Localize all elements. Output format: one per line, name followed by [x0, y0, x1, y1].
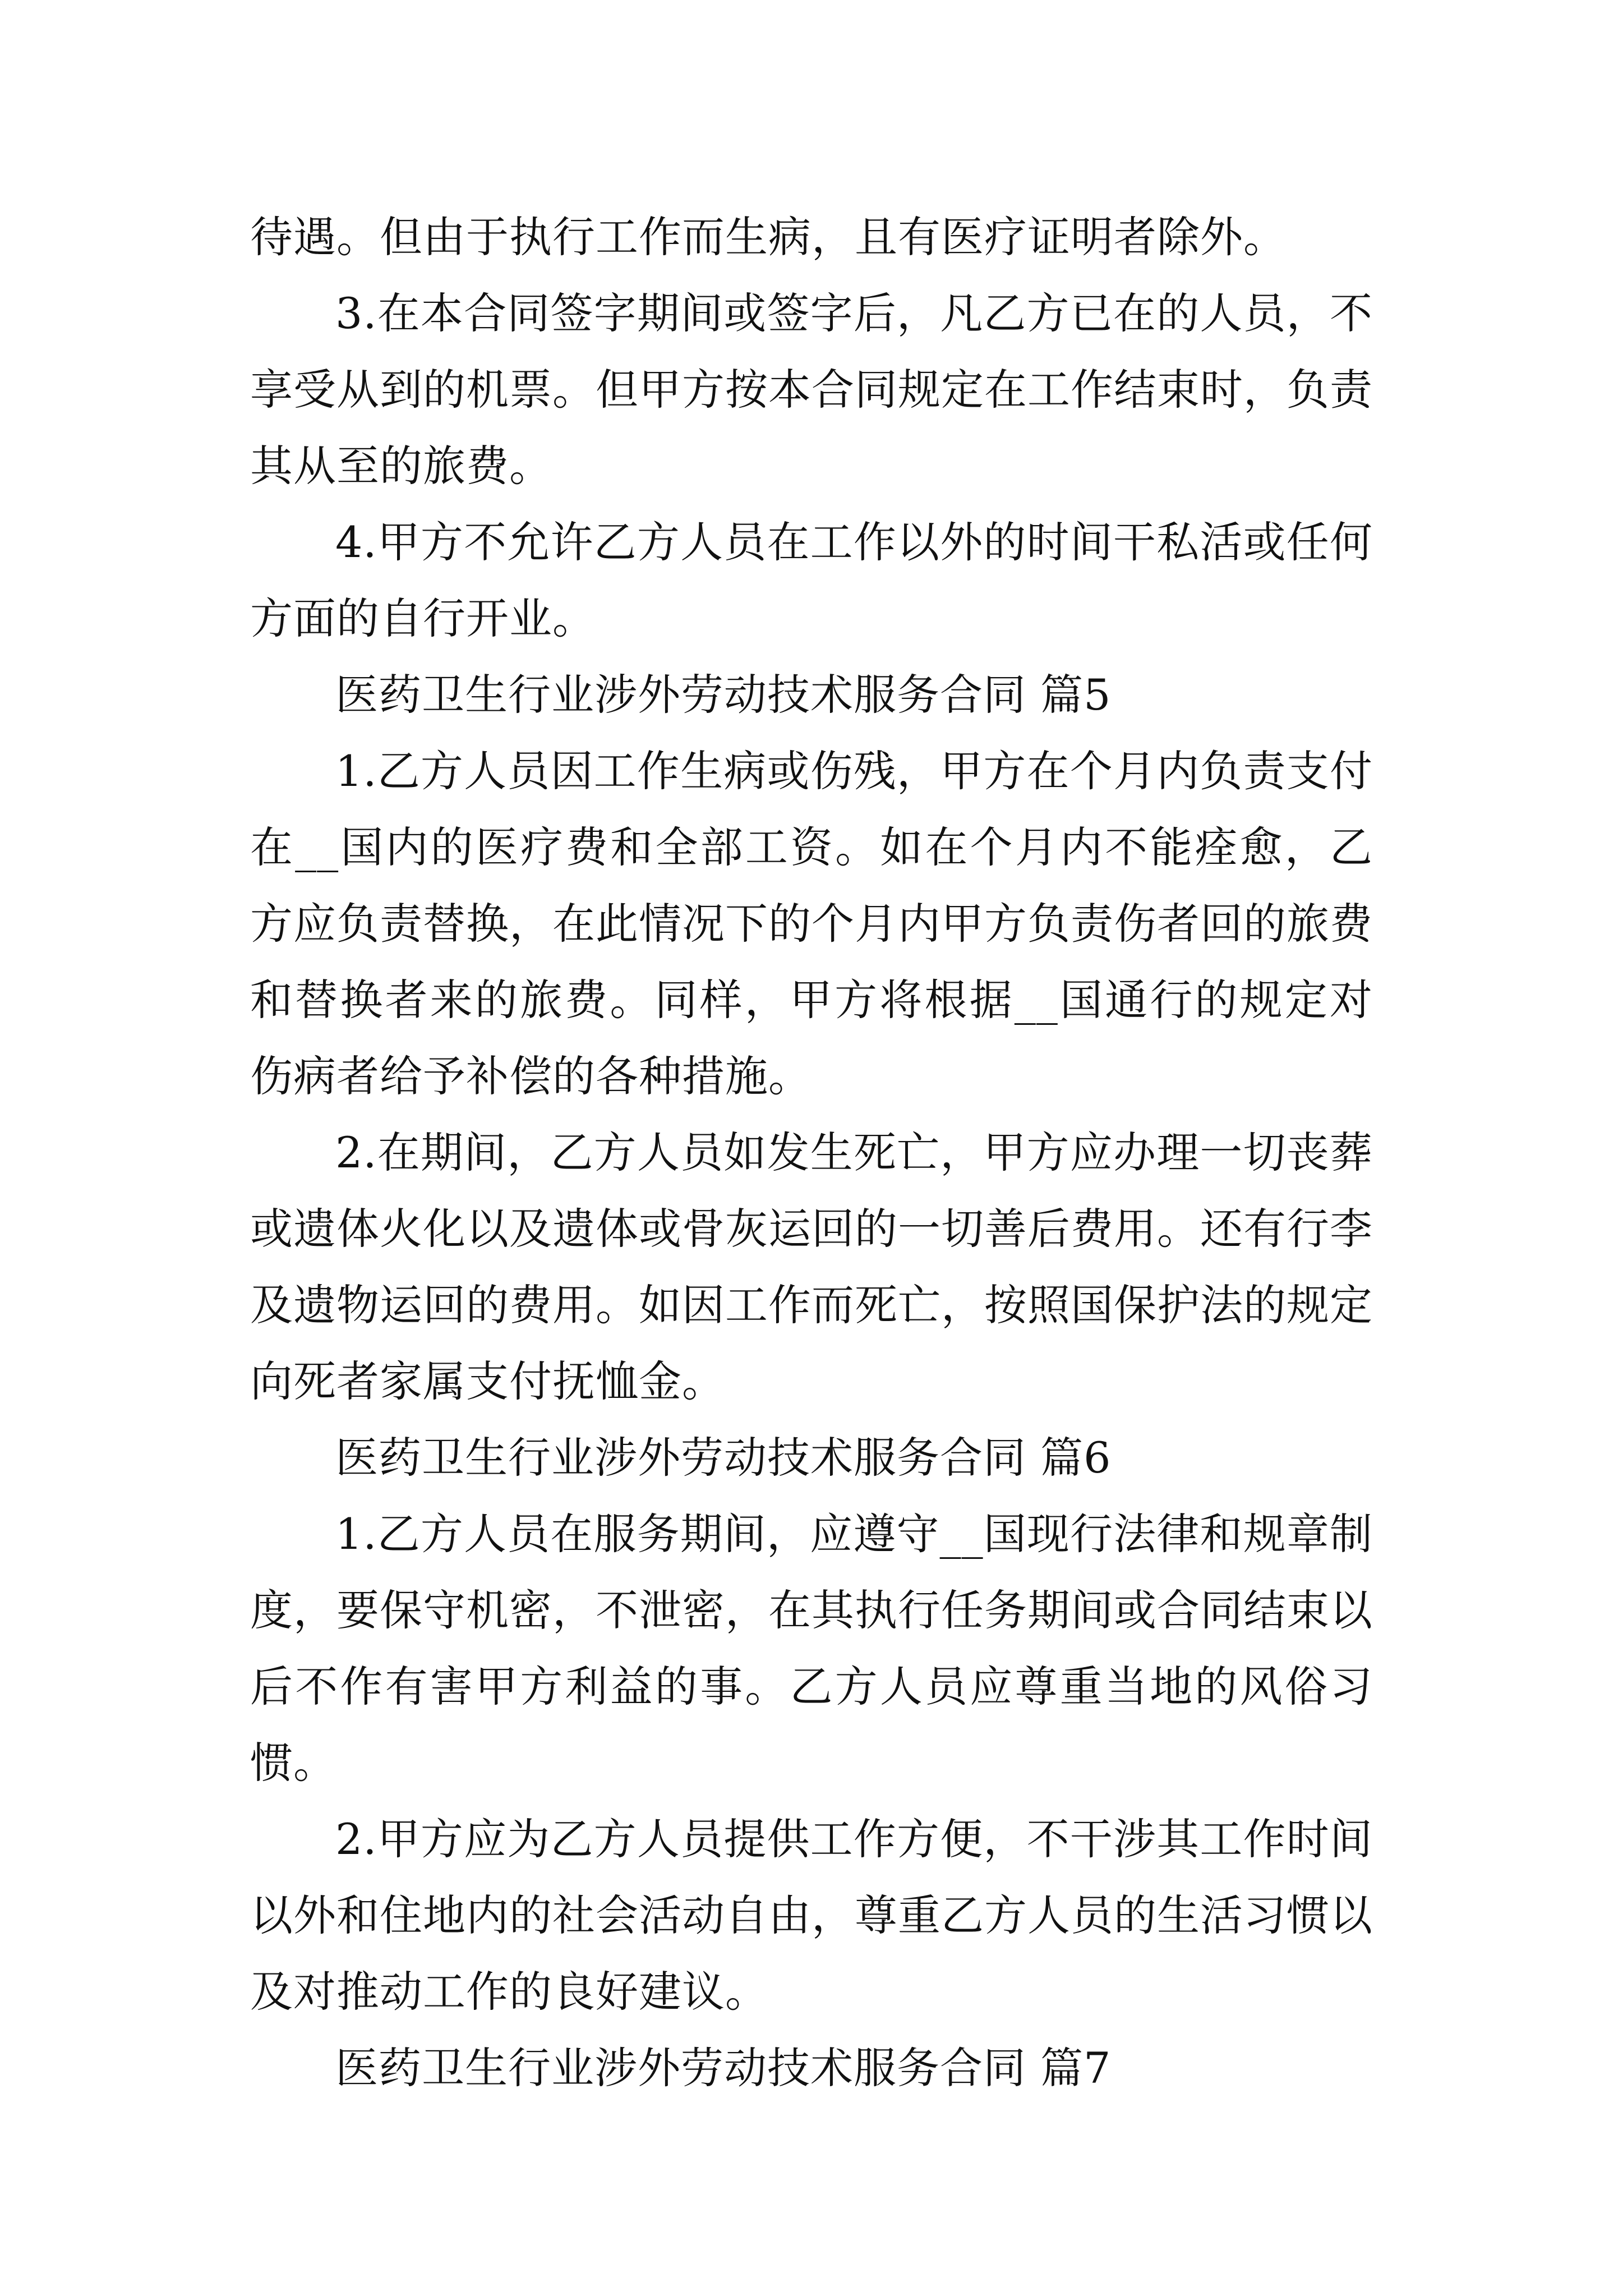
paragraph: 3.在本合同签字期间或签字后，凡乙方已在的人员，不享受从到的机票。但甲方按本合同规定在工作结束时，负责其从至的旅费。: [250, 288, 1373, 491]
paragraph: 4.甲方不允许乙方人员在工作以外的时间干私活或任何方面的自行开业。: [250, 517, 1373, 643]
section-heading: 医药卫生行业涉外劳动技术服务合同 篇5: [335, 670, 1112, 720]
paragraph: 待遇。但由于执行工作而生病，且有医疗证明者除外。: [250, 212, 1287, 262]
paragraph: 1.乙方人员因工作生病或伤残，甲方在个月内负责支付在__国内的医疗费和全部工资。如在个月内不能痊愈，乙方应负责替换，在此情况下的个月内甲方负责伤者回的旅费和替换者来的旅费。同样，甲方将根据__国通行的规定对伤病者给予补偿的各种措施。: [250, 746, 1373, 1101]
section-heading: 医药卫生行业涉外劳动技术服务合同 篇6: [335, 1433, 1112, 1483]
paragraph: 2.在期间，乙方人员如发生死亡，甲方应办理一切丧葬或遗体火化以及遗体或骨灰运回的一切善后费用。还有行李及遗物运回的费用。如因工作而死亡，按照国保护法的规定向死者家属支付抚恤金。: [250, 1128, 1373, 1406]
paragraph: 1.乙方人员在服务期间，应遵守__国现行法律和规章制度，要保守机密，不泄密，在其执行任务期间或合同结束以后不作有害甲方利益的事。乙方人员应尊重当地的风俗习惯。: [250, 1509, 1373, 1788]
section-heading: 医药卫生行业涉外劳动技术服务合同 篇7: [335, 2043, 1112, 2093]
document-body: [250, 199, 1373, 2106]
paragraph: 2.甲方应为乙方人员提供工作方便，不干涉其工作时间以外和住地内的社会活动自由，尊重乙方人员的生活习惯以及对推动工作的良好建议。: [250, 1814, 1373, 2017]
